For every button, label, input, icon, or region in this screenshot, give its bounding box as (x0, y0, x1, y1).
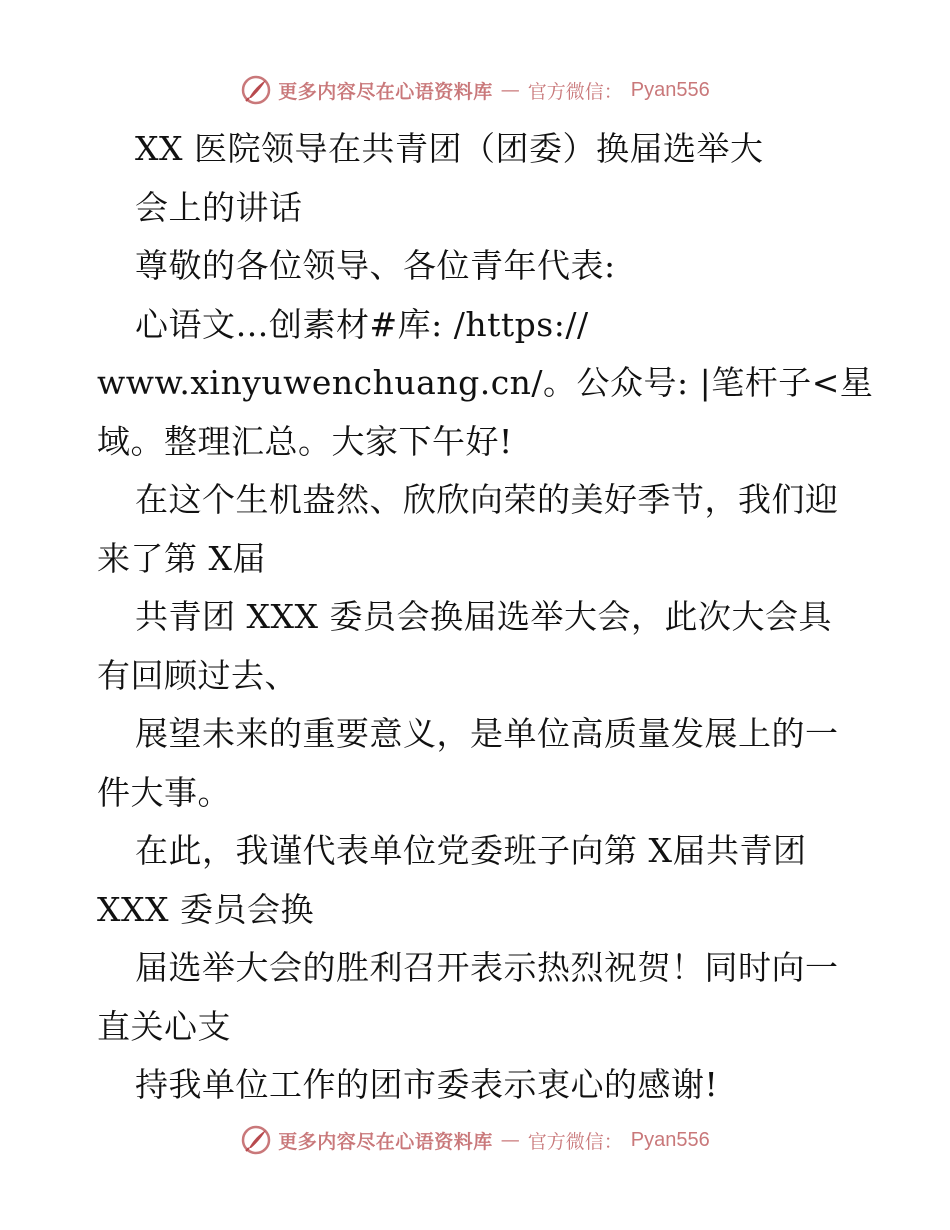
text-line: 持我单位工作的团市委表示衷心的感谢! (135, 1065, 719, 1104)
footer-banner (0, 1120, 950, 1160)
text-line: 展望未来的重要意义，是单位高质量发展上的一 (135, 714, 839, 753)
quill-logo-icon (240, 1124, 272, 1156)
banner-wechat-id: Pyan556 (630, 1128, 710, 1151)
banner-dash: — (500, 1129, 520, 1151)
text-line: XXX 委员会换 (97, 889, 314, 929)
text-line: 来了第 X届 (97, 538, 266, 578)
text-line: 在此，我谨代表单位党委班子向第 X届共青团 (135, 831, 807, 870)
title-line-2: 会上的讲话 (135, 187, 303, 227)
text-line: www.xinyuwenchuang.cn/。公众号: |笔杆子<星 (97, 363, 874, 402)
header-banner-inner (240, 74, 710, 106)
banner-slogan: 更多内容尽在心语资料库 (278, 1130, 493, 1153)
header-banner (0, 70, 950, 110)
salutation: 尊敬的各位领导、各位青年代表: (135, 246, 616, 285)
text-line: 在这个生机盎然、欣欣向荣的美好季节，我们迎 (135, 480, 839, 519)
text-line: 域。整理汇总。大家下午好! (97, 421, 513, 461)
footer-banner-inner (240, 1124, 710, 1156)
banner-wechat-id: Pyan556 (630, 78, 710, 101)
banner-slogan: 更多内容尽在心语资料库 (278, 80, 493, 103)
quill-logo-icon (240, 74, 272, 106)
document-body (97, 120, 874, 1115)
banner-wechat-label: 官方微信： (527, 1130, 623, 1153)
banner-dash: — (500, 79, 520, 101)
text-line: 有回顾过去、 (97, 655, 298, 695)
text-line: 共青团 XXX 委员会换届选举大会，此次大会具 (135, 597, 832, 636)
banner-wechat-label: 官方微信： (527, 80, 623, 103)
text-line: 届选举大会的胜利召开表示热烈祝贺！同时向一 (135, 948, 839, 987)
title-line-1: XX 医院领导在共青团（团委）换届选举大 (135, 129, 764, 168)
text-line: 直关心支 (97, 1006, 231, 1046)
text-line: 件大事。 (97, 772, 231, 812)
text-line: 心语文…创素材#库: /https:// (135, 304, 589, 344)
